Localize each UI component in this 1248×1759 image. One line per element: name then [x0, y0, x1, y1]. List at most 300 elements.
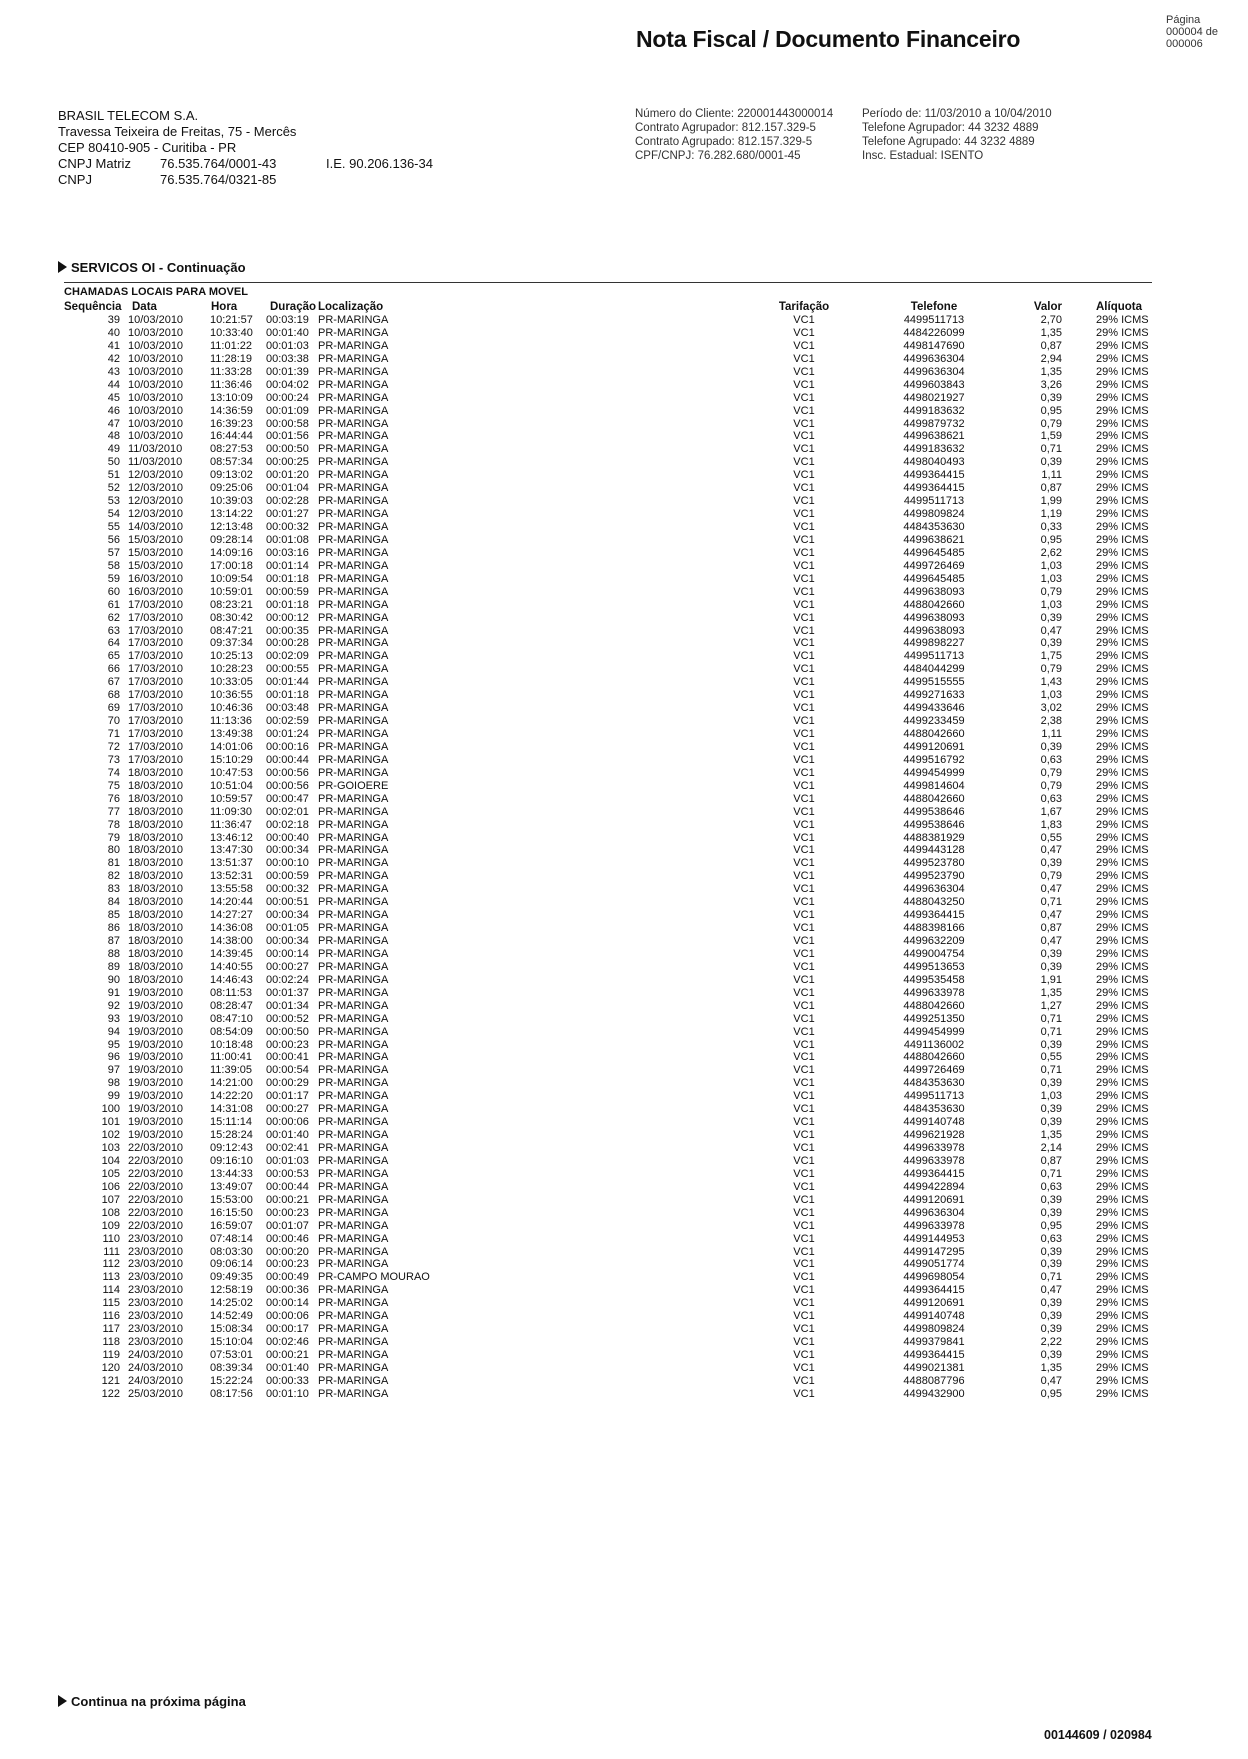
cell-localizacao: PR-MARINGA [318, 508, 389, 521]
cell-localizacao: PR-MARINGA [318, 443, 389, 456]
cell-duracao: 00:00:34 [266, 909, 309, 922]
cell-data: 19/03/2010 [128, 1038, 184, 1051]
cell-hora: 14:36:08 [210, 922, 253, 935]
cell-data: 19/03/2010 [128, 1103, 184, 1116]
cell-data: 14/03/2010 [128, 521, 184, 533]
cell-telefone: 4484226099 [903, 326, 965, 339]
cell-aliquota: 29% ICMS [1096, 1167, 1149, 1180]
cell-tarifacao: VC1 [793, 1361, 815, 1374]
cell-localizacao: PR-MARINGA [318, 1323, 389, 1336]
cell-localizacao: PR-MARINGA [318, 1167, 389, 1180]
table-row [64, 1064, 1154, 1077]
cell-seq: 116 [102, 1310, 120, 1323]
cell-localizacao: PR-MARINGA [318, 1180, 389, 1193]
cell-localizacao: PR-MARINGA [318, 896, 389, 909]
cell-aliquota: 29% ICMS [1096, 702, 1149, 715]
cell-telefone: 4499814604 [903, 779, 965, 792]
cell-tarifacao: VC1 [793, 1193, 815, 1206]
table-row [64, 637, 1154, 650]
cell-tarifacao: VC1 [793, 1012, 815, 1025]
cell-tarifacao: VC1 [793, 585, 815, 598]
cell-data: 23/03/2010 [128, 1284, 184, 1297]
cell-data: 10/03/2010 [128, 417, 184, 430]
cell-tarifacao: VC1 [793, 766, 815, 779]
cell-aliquota: 29% ICMS [1096, 1271, 1149, 1284]
cell-valor: 1,11 [1041, 469, 1062, 482]
cell-data: 12/03/2010 [128, 469, 184, 482]
cell-aliquota: 29% ICMS [1096, 624, 1149, 637]
table-row [64, 1310, 1154, 1323]
cell-data: 19/03/2010 [128, 1116, 184, 1129]
cell-telefone: 4499645485 [903, 572, 965, 585]
cell-telefone: 4498021927 [903, 391, 965, 404]
cell-valor: 0,47 [1040, 1374, 1062, 1387]
triangle-arrow-icon [58, 261, 67, 273]
cell-seq: 89 [107, 960, 120, 973]
cell-telefone: 4499638621 [903, 533, 965, 546]
cell-data: 19/03/2010 [128, 1077, 184, 1090]
cell-seq: 49 [107, 443, 120, 456]
table-row [64, 974, 1154, 987]
cell-aliquota: 29% ICMS [1096, 404, 1149, 417]
table-row [64, 1051, 1154, 1064]
cell-data: 18/03/2010 [128, 922, 184, 935]
cell-seq: 86 [107, 922, 120, 935]
cell-data: 19/03/2010 [128, 1090, 184, 1103]
cell-seq: 80 [107, 844, 120, 857]
cell-tarifacao: VC1 [793, 1349, 815, 1361]
cell-data: 16/03/2010 [128, 585, 184, 598]
cell-valor: 1,99 [1040, 495, 1062, 508]
cell-telefone: 4499523790 [903, 870, 965, 883]
cell-data: 19/03/2010 [128, 1129, 184, 1142]
cell-localizacao: PR-GOIOERE [318, 779, 389, 792]
cell-valor: 0,79 [1040, 417, 1062, 430]
cell-aliquota: 29% ICMS [1096, 1038, 1149, 1051]
cell-hora: 10:28:23 [210, 663, 253, 676]
cell-valor: 1,35 [1040, 1361, 1062, 1374]
cell-duracao: 00:02:24 [266, 973, 309, 986]
cell-seq: 88 [107, 947, 120, 960]
cell-telefone: 4499535458 [903, 973, 965, 986]
cell-tarifacao: VC1 [793, 598, 815, 611]
cell-data: 18/03/2010 [128, 779, 184, 792]
cell-tarifacao: VC1 [793, 689, 815, 702]
cell-data: 18/03/2010 [128, 896, 184, 909]
cell-telefone: 4499364415 [903, 1167, 965, 1180]
cell-valor: 0,87 [1040, 482, 1062, 495]
cell-duracao: 00:00:33 [266, 1374, 309, 1387]
cell-tarifacao: VC1 [793, 404, 815, 417]
cell-hora: 15:10:29 [210, 753, 253, 766]
cell-seq: 84 [107, 896, 120, 909]
cell-duracao: 00:00:50 [266, 443, 309, 456]
table-row [64, 1077, 1154, 1090]
page-label: Página [1166, 14, 1201, 26]
cell-tarifacao: VC1 [793, 417, 815, 430]
cell-localizacao: PR-MARINGA [318, 1336, 389, 1349]
table-row [64, 1194, 1154, 1207]
cell-duracao: 00:00:23 [266, 1206, 309, 1219]
cell-aliquota: 29% ICMS [1096, 1310, 1149, 1323]
table-row [64, 883, 1154, 896]
cell-seq: 117 [102, 1323, 120, 1336]
cell-localizacao: PR-MARINGA [318, 1258, 389, 1271]
cell-hora: 11:00:41 [210, 1051, 253, 1064]
cell-duracao: 00:02:01 [266, 805, 309, 818]
company-ie: I.E. 90.206.136-34 [326, 156, 433, 171]
table-row [64, 663, 1154, 676]
cell-valor: 0,39 [1040, 947, 1062, 960]
cell-data: 19/03/2010 [128, 1064, 184, 1077]
table-row [64, 482, 1154, 495]
cell-tarifacao: VC1 [793, 728, 815, 740]
cell-aliquota: 29% ICMS [1096, 430, 1149, 443]
cell-localizacao: PR-MARINGA [318, 637, 389, 650]
cell-seq: 114 [102, 1284, 120, 1297]
table-header [64, 301, 1154, 314]
cell-duracao: 00:00:27 [266, 960, 309, 973]
cell-telefone: 4484353630 [903, 1103, 965, 1116]
cell-duracao: 00:00:20 [266, 1245, 309, 1258]
cell-telefone: 4499633978 [903, 1219, 965, 1232]
cell-valor: 0,39 [1040, 1038, 1062, 1051]
cell-hora: 13:46:12 [210, 831, 253, 844]
cell-hora: 10:46:36 [210, 702, 253, 715]
cell-telefone: 4499515555 [903, 676, 965, 689]
cell-tarifacao: VC1 [793, 1025, 815, 1038]
cell-duracao: 00:00:51 [266, 896, 309, 909]
cell-data: 15/03/2010 [128, 546, 184, 559]
cell-duracao: 00:00:27 [266, 1103, 309, 1116]
cell-seq: 51 [107, 469, 120, 482]
cell-tarifacao: VC1 [793, 469, 815, 482]
cell-tarifacao: VC1 [793, 1284, 815, 1297]
cell-localizacao: PR-MARINGA [318, 702, 389, 715]
cell-aliquota: 29% ICMS [1096, 1129, 1149, 1142]
col-header-localizacao: Localização [318, 301, 384, 313]
cell-data: 10/03/2010 [128, 326, 184, 339]
company-address: Travessa Teixeira de Freitas, 75 - Mercês [58, 124, 297, 139]
cell-data: 18/03/2010 [128, 973, 184, 986]
cell-aliquota: 29% ICMS [1096, 715, 1149, 728]
cell-valor: 0,71 [1040, 1271, 1062, 1284]
cell-seq: 45 [107, 391, 120, 404]
cell-localizacao: PR-MARINGA [318, 805, 389, 818]
cell-localizacao: PR-MARINGA [318, 339, 389, 352]
table-row [64, 314, 1154, 327]
cell-seq: 62 [107, 611, 120, 624]
table-row [64, 1090, 1154, 1103]
cell-localizacao: PR-MARINGA [318, 404, 389, 417]
cell-data: 17/03/2010 [128, 624, 184, 637]
cell-tarifacao: VC1 [793, 365, 815, 378]
cell-tarifacao: VC1 [793, 792, 815, 805]
cell-tarifacao: VC1 [793, 805, 815, 818]
cell-data: 17/03/2010 [128, 740, 184, 753]
cell-hora: 08:11:53 [210, 986, 253, 999]
cell-valor: 0,47 [1040, 1284, 1062, 1297]
cell-seq: 59 [107, 572, 120, 585]
cell-duracao: 00:00:44 [266, 753, 309, 766]
cell-duracao: 00:01:05 [266, 922, 309, 935]
cell-telefone: 4488042660 [903, 792, 965, 805]
cell-hora: 11:28:19 [210, 352, 253, 365]
table-row [64, 935, 1154, 948]
cell-tarifacao: VC1 [793, 1271, 815, 1284]
cell-localizacao: PR-MARINGA [318, 391, 389, 404]
cell-tarifacao: VC1 [793, 1219, 815, 1232]
cell-aliquota: 29% ICMS [1096, 728, 1149, 740]
cell-seq: 50 [107, 456, 120, 469]
table-row [64, 353, 1154, 366]
table-row [64, 366, 1154, 379]
cell-aliquota: 29% ICMS [1096, 753, 1149, 766]
cell-aliquota: 29% ICMS [1096, 922, 1149, 935]
cell-duracao: 00:01:18 [266, 572, 309, 585]
cell-seq: 102 [101, 1129, 120, 1142]
cell-tarifacao: VC1 [793, 378, 815, 391]
cell-data: 12/03/2010 [128, 482, 184, 495]
cell-tarifacao: VC1 [793, 1116, 815, 1129]
cell-data: 10/03/2010 [128, 391, 184, 404]
cell-data: 18/03/2010 [128, 766, 184, 779]
cell-seq: 105 [101, 1167, 120, 1180]
cell-telefone: 4499636304 [903, 365, 965, 378]
cell-data: 23/03/2010 [128, 1297, 184, 1310]
cell-aliquota: 29% ICMS [1096, 352, 1149, 365]
cell-seq: 61 [107, 598, 120, 611]
cell-aliquota: 29% ICMS [1096, 521, 1149, 533]
cell-localizacao: PR-MARINGA [318, 1077, 389, 1090]
cell-telefone: 4499271633 [903, 689, 965, 702]
cell-seq: 56 [107, 533, 120, 546]
cell-valor: 0,95 [1040, 533, 1062, 546]
cell-tarifacao: VC1 [793, 521, 815, 533]
cell-tarifacao: VC1 [793, 702, 815, 715]
cell-hora: 11:36:46 [210, 378, 253, 391]
cell-aliquota: 29% ICMS [1096, 935, 1149, 947]
cell-duracao: 00:00:29 [266, 1077, 309, 1090]
cell-aliquota: 29% ICMS [1096, 689, 1149, 702]
cell-tarifacao: VC1 [793, 1232, 815, 1245]
cell-localizacao: PR-MARINGA [318, 663, 389, 676]
cell-seq: 85 [107, 909, 120, 922]
cell-telefone: 4499120691 [903, 740, 965, 753]
cell-tarifacao: VC1 [793, 650, 815, 663]
cell-hora: 09:06:14 [210, 1258, 253, 1271]
cell-valor: 0,39 [1040, 1349, 1062, 1361]
cell-hora: 11:39:05 [210, 1064, 253, 1077]
cell-aliquota: 29% ICMS [1096, 1284, 1149, 1297]
cell-seq: 54 [107, 508, 120, 521]
cell-aliquota: 29% ICMS [1096, 314, 1149, 326]
table-row [64, 1207, 1154, 1220]
cell-aliquota: 29% ICMS [1096, 1051, 1149, 1064]
cell-telefone: 4499726469 [903, 1064, 965, 1077]
cell-hora: 10:59:57 [210, 792, 253, 805]
cell-duracao: 00:01:40 [266, 1129, 309, 1142]
cell-valor: 0,71 [1040, 1167, 1062, 1180]
cell-duracao: 00:00:17 [266, 1323, 309, 1336]
cell-hora: 14:31:08 [210, 1103, 253, 1116]
cell-localizacao: PR-MARINGA [318, 766, 389, 779]
cell-valor: 1,19 [1040, 508, 1062, 521]
cell-aliquota: 29% ICMS [1096, 1336, 1149, 1349]
cell-duracao: 00:01:56 [266, 430, 309, 443]
cell-duracao: 00:01:14 [266, 559, 309, 572]
cell-localizacao: PR-MARINGA [318, 1245, 389, 1258]
cell-hora: 10:51:04 [210, 779, 253, 792]
cell-valor: 0,63 [1040, 1180, 1062, 1193]
cell-aliquota: 29% ICMS [1096, 960, 1149, 973]
cell-data: 22/03/2010 [128, 1167, 184, 1180]
cell-duracao: 00:03:16 [266, 546, 309, 559]
cell-seq: 44 [107, 378, 120, 391]
cell-hora: 08:54:09 [210, 1025, 253, 1038]
cell-duracao: 00:01:40 [266, 1361, 309, 1374]
cell-localizacao: PR-CAMPO MOURAO [318, 1271, 430, 1284]
cell-seq: 113 [102, 1271, 120, 1284]
cell-data: 10/03/2010 [128, 404, 184, 417]
cell-valor: 0,79 [1040, 766, 1062, 779]
cell-aliquota: 29% ICMS [1096, 663, 1149, 676]
cell-valor: 1,03 [1040, 559, 1062, 572]
cell-aliquota: 29% ICMS [1096, 1374, 1149, 1387]
cell-data: 10/03/2010 [128, 430, 184, 443]
cell-valor: 0,55 [1040, 831, 1062, 844]
cell-valor: 0,63 [1040, 1232, 1062, 1245]
table-row [64, 767, 1154, 780]
cell-telefone: 4499364415 [903, 482, 965, 495]
cell-localizacao: PR-MARINGA [318, 521, 389, 533]
cell-telefone: 4499364415 [903, 909, 965, 922]
cell-seq: 74 [107, 766, 120, 779]
cell-tarifacao: VC1 [793, 1310, 815, 1323]
cell-tarifacao: VC1 [793, 611, 815, 624]
cell-hora: 15:11:14 [210, 1116, 253, 1129]
cell-valor: 0,39 [1040, 1258, 1062, 1271]
cell-localizacao: PR-MARINGA [318, 611, 389, 624]
cell-valor: 0,63 [1040, 753, 1062, 766]
cell-telefone: 4499633978 [903, 986, 965, 999]
table-row [64, 521, 1154, 534]
cell-aliquota: 29% ICMS [1096, 1025, 1149, 1038]
cell-telefone: 4499513653 [903, 960, 965, 973]
cell-seq: 99 [107, 1090, 120, 1103]
cell-aliquota: 29% ICMS [1096, 572, 1149, 585]
cell-localizacao: PR-MARINGA [318, 417, 389, 430]
table-row [64, 909, 1154, 922]
page-indicator [1166, 14, 1218, 50]
cell-hora: 17:00:18 [210, 559, 253, 572]
cell-data: 19/03/2010 [128, 999, 184, 1012]
table-row [64, 832, 1154, 845]
cell-data: 22/03/2010 [128, 1206, 184, 1219]
cell-duracao: 00:00:21 [266, 1193, 309, 1206]
cell-localizacao: PR-MARINGA [318, 559, 389, 572]
cell-telefone: 4499120691 [903, 1193, 965, 1206]
cell-telefone: 4488042660 [903, 598, 965, 611]
table-row [64, 650, 1154, 663]
cell-aliquota: 29% ICMS [1096, 896, 1149, 909]
table-row [64, 612, 1154, 625]
table-row [64, 819, 1154, 832]
table-row [64, 780, 1154, 793]
cell-telefone: 4499879732 [903, 417, 965, 430]
cell-tarifacao: VC1 [793, 883, 815, 896]
cell-localizacao: PR-MARINGA [318, 1116, 389, 1129]
cell-valor: 1,35 [1040, 1129, 1062, 1142]
cell-telefone: 4488043250 [903, 896, 965, 909]
cell-telefone: 4499364415 [903, 1349, 965, 1361]
cell-localizacao: PR-MARINGA [318, 792, 389, 805]
cell-seq: 67 [107, 676, 120, 689]
cell-aliquota: 29% ICMS [1096, 1349, 1149, 1361]
cell-aliquota: 29% ICMS [1096, 482, 1149, 495]
cell-tarifacao: VC1 [793, 1142, 815, 1154]
cell-localizacao: PR-MARINGA [318, 715, 389, 728]
cell-aliquota: 29% ICMS [1096, 533, 1149, 546]
contrato-agrupado: Contrato Agrupado: 812.157.329-5 [635, 136, 813, 148]
cell-seq: 107 [101, 1193, 120, 1206]
company-name: BRASIL TELECOM S.A. [58, 108, 199, 123]
cell-hora: 14:01:06 [210, 740, 253, 753]
cell-duracao: 00:00:53 [266, 1167, 309, 1180]
cell-telefone: 4499809824 [903, 1323, 965, 1336]
table-row [64, 443, 1154, 456]
cell-duracao: 00:00:32 [266, 521, 309, 533]
cell-aliquota: 29% ICMS [1096, 1116, 1149, 1129]
cell-duracao: 00:01:03 [266, 1154, 309, 1167]
table-row [64, 948, 1154, 961]
cell-localizacao: PR-MARINGA [318, 572, 389, 585]
cell-hora: 14:52:49 [210, 1310, 253, 1323]
cell-seq: 112 [102, 1258, 120, 1271]
cell-data: 19/03/2010 [128, 1025, 184, 1038]
cell-valor: 0,71 [1040, 1064, 1062, 1077]
cell-seq: 57 [107, 546, 120, 559]
cell-duracao: 00:00:54 [266, 1064, 309, 1077]
cell-valor: 2,62 [1040, 546, 1062, 559]
cell-seq: 115 [102, 1297, 120, 1310]
cell-tarifacao: VC1 [793, 1245, 815, 1258]
cell-aliquota: 29% ICMS [1096, 1193, 1149, 1206]
cell-hora: 10:09:54 [210, 572, 253, 585]
cell-tarifacao: VC1 [793, 986, 815, 999]
cell-hora: 14:09:16 [210, 546, 253, 559]
cell-duracao: 00:00:23 [266, 1038, 309, 1051]
cell-telefone: 4499379841 [903, 1336, 965, 1349]
cell-telefone: 4499443128 [903, 844, 965, 857]
client-cpf-cnpj: CPF/CNPJ: 76.282.680/0001-45 [635, 150, 801, 162]
cell-tarifacao: VC1 [793, 559, 815, 572]
cell-valor: 0,47 [1040, 909, 1062, 922]
cell-valor: 0,47 [1040, 624, 1062, 637]
cell-duracao: 00:01:44 [266, 676, 309, 689]
cell-hora: 08:30:42 [210, 611, 253, 624]
table-row [64, 844, 1154, 857]
cell-seq: 83 [107, 883, 120, 896]
cell-hora: 14:40:55 [210, 960, 253, 973]
col-header-tarifacao: Tarifação [778, 301, 830, 313]
cell-duracao: 00:01:27 [266, 508, 309, 521]
cell-duracao: 00:00:12 [266, 611, 309, 624]
cell-tarifacao: VC1 [793, 844, 815, 857]
table-row [64, 495, 1154, 508]
cell-seq: 60 [107, 585, 120, 598]
col-header-data: Data [132, 301, 157, 313]
